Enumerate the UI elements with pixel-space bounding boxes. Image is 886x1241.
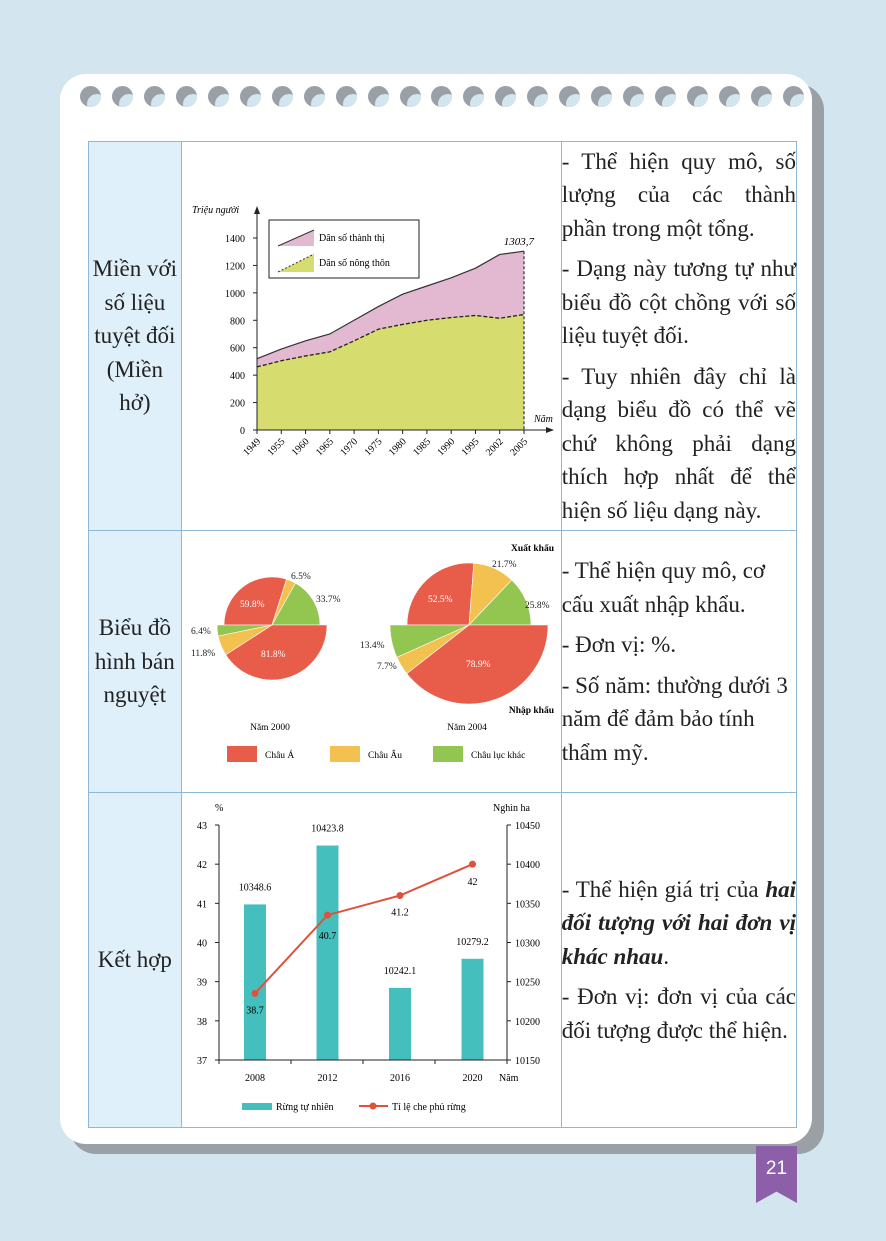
spiral-binding bbox=[80, 86, 804, 108]
pie-title: Năm 2000 bbox=[249, 723, 290, 733]
y-tick-label: 600 bbox=[229, 343, 245, 355]
left-tick-label: 37 bbox=[196, 1056, 207, 1067]
legend-bar-swatch bbox=[242, 1103, 272, 1110]
desc-line: - Thể hiện quy mô, số lượng của các thành phần trong một tổng. bbox=[561, 148, 796, 241]
binding-ring bbox=[144, 86, 165, 107]
row-description bbox=[561, 142, 796, 531]
x-tick-label: 1995 bbox=[459, 436, 482, 459]
bar-label: 10279.2 bbox=[455, 936, 489, 948]
row-description bbox=[561, 793, 796, 1128]
page-number: 21 bbox=[765, 1158, 788, 1179]
table-row bbox=[89, 142, 797, 531]
pie-label: 78.9% bbox=[465, 660, 491, 670]
legend-line-marker bbox=[369, 1103, 376, 1110]
x-tick-label: 1949 bbox=[240, 436, 263, 459]
rural-area bbox=[257, 315, 524, 430]
left-tick-label: 43 bbox=[196, 821, 207, 832]
pie-label: 6.5% bbox=[290, 572, 311, 582]
y-tick-label: 1000 bbox=[224, 288, 245, 300]
right-tick-label: 10200 bbox=[514, 1016, 540, 1028]
right-tick-label: 10350 bbox=[514, 899, 540, 911]
table-row bbox=[89, 531, 797, 793]
pie-label: 11.8% bbox=[190, 649, 215, 659]
binding-ring bbox=[112, 86, 133, 107]
pie-title: Năm 2004 bbox=[446, 723, 487, 733]
desc-line: - Tuy nhiên đây chỉ là dạng biểu đồ có thể vẽ chứ không phải dạng thích hợp nhất để thể hiện số liệu dạng này. bbox=[561, 363, 796, 523]
export-2004-slice bbox=[407, 563, 474, 625]
pie-label: 13.4% bbox=[359, 641, 385, 651]
left-unit: % bbox=[214, 803, 224, 814]
export-label: Xuất khẩu bbox=[510, 544, 554, 554]
right-tick-label: 10450 bbox=[514, 821, 540, 832]
pie-label: 7.7% bbox=[376, 662, 397, 672]
binding-ring bbox=[240, 86, 261, 107]
bar-label: 10423.8 bbox=[310, 823, 344, 835]
bar-label: 10242.1 bbox=[383, 965, 416, 977]
y-tick-label: 1200 bbox=[224, 261, 245, 273]
left-tick-label: 38 bbox=[196, 1016, 207, 1028]
pie-label: 25.8% bbox=[524, 601, 550, 611]
binding-ring bbox=[272, 86, 293, 107]
binding-ring bbox=[208, 86, 229, 107]
y-tick-label: 400 bbox=[229, 371, 245, 383]
binding-ring bbox=[623, 86, 644, 107]
desc-line: - Thể hiện quy mô, cơ cấu xuất nhập khẩu. bbox=[561, 558, 766, 617]
x-tick-label: 1990 bbox=[435, 436, 458, 459]
legend-bar-label: Rừng tự nhiên bbox=[275, 1102, 334, 1113]
x-axis-label: Năm bbox=[498, 1073, 519, 1084]
row-label: Miền với số liệu tuyệt đối (Miền hở) bbox=[89, 142, 182, 531]
y-axis-arrow bbox=[254, 206, 260, 214]
bar bbox=[244, 904, 266, 1060]
total-annotation: 1303,7 bbox=[503, 236, 534, 249]
left-tick-label: 40 bbox=[196, 938, 207, 950]
x-tick-label: 1965 bbox=[313, 436, 336, 459]
legend-label: Châu Á bbox=[264, 751, 294, 761]
x-tick-label: 2002 bbox=[483, 436, 506, 459]
legend-swatch bbox=[330, 746, 360, 762]
pie-label: 81.8% bbox=[260, 650, 286, 660]
import-label: Nhập khẩu bbox=[508, 706, 554, 716]
x-tick-label: 1980 bbox=[386, 436, 409, 459]
binding-ring bbox=[431, 86, 452, 107]
bar bbox=[389, 988, 411, 1060]
bar bbox=[461, 959, 483, 1060]
pie-label: 33.7% bbox=[315, 595, 341, 605]
legend-urban-label: Dân số thành thị bbox=[318, 233, 385, 244]
desc-line: - Đơn vị: đơn vị của các đối tượng được thể hiện. bbox=[561, 984, 796, 1043]
bar-label: 10348.6 bbox=[238, 882, 271, 894]
left-tick-label: 39 bbox=[196, 977, 207, 989]
x-tick-label: 2020 bbox=[462, 1073, 483, 1084]
coverage-point bbox=[251, 990, 258, 997]
right-tick-label: 10400 bbox=[514, 860, 540, 872]
pie-label: 6.4% bbox=[190, 627, 211, 637]
y-axis-label: Triệu người bbox=[191, 205, 239, 216]
right-tick-label: 10300 bbox=[514, 938, 540, 950]
y-tick-label: 200 bbox=[229, 398, 245, 410]
x-tick-label: 2012 bbox=[317, 1073, 338, 1084]
binding-ring bbox=[559, 86, 580, 107]
pie-label: 52.5% bbox=[427, 595, 453, 605]
coverage-label: 38.7 bbox=[245, 1005, 264, 1017]
row-description bbox=[561, 531, 796, 793]
chart-types-table bbox=[88, 141, 797, 1128]
pie-label: 21.7% bbox=[491, 560, 517, 570]
combo-chart bbox=[182, 793, 561, 1122]
binding-ring bbox=[495, 86, 516, 107]
binding-ring bbox=[176, 86, 197, 107]
left-tick-label: 42 bbox=[196, 860, 207, 872]
x-tick-label: 2008 bbox=[244, 1073, 265, 1084]
binding-ring bbox=[463, 86, 484, 107]
binding-ring bbox=[336, 86, 357, 107]
y-tick-label: 1400 bbox=[224, 234, 245, 245]
row-label: Kết hợp bbox=[89, 793, 182, 1128]
binding-ring bbox=[304, 86, 325, 107]
legend-line-label: Tỉ lệ che phủ rừng bbox=[391, 1102, 466, 1113]
x-tick-label: 2016 bbox=[389, 1073, 410, 1084]
coverage-label: 41.2 bbox=[390, 907, 409, 919]
legend-swatch bbox=[433, 746, 463, 762]
coverage-label: 42 bbox=[467, 877, 478, 889]
left-tick-label: 41 bbox=[196, 899, 207, 911]
combo-chart-cell bbox=[181, 793, 561, 1128]
binding-ring bbox=[368, 86, 389, 107]
y-tick-label: 0 bbox=[239, 426, 245, 437]
x-tick-label: 1970 bbox=[337, 436, 360, 459]
binding-ring bbox=[400, 86, 421, 107]
binding-ring bbox=[783, 86, 804, 107]
x-tick-label: 1975 bbox=[362, 436, 385, 459]
right-tick-label: 10150 bbox=[514, 1056, 540, 1067]
binding-ring bbox=[80, 86, 101, 107]
coverage-point bbox=[469, 861, 476, 868]
legend-label: Châu Âu bbox=[367, 751, 402, 761]
binding-ring bbox=[751, 86, 772, 107]
coverage-point bbox=[396, 892, 403, 899]
bar bbox=[316, 846, 338, 1060]
desc-line: - Đơn vị: %. bbox=[561, 632, 677, 657]
binding-ring bbox=[655, 86, 676, 107]
desc-line: - Số năm: thường dưới 3 năm để đảm bảo tính thẩm mỹ. bbox=[561, 672, 788, 765]
desc-line: - Dạng này tương tự như biểu đồ cột chồng với số liệu tuyệt đối. bbox=[561, 256, 796, 349]
binding-ring bbox=[719, 86, 740, 107]
coverage-line bbox=[255, 864, 473, 993]
binding-ring bbox=[591, 86, 612, 107]
semicircle-chart bbox=[182, 531, 561, 787]
coverage-label: 40.7 bbox=[318, 931, 336, 943]
row-label: Biểu đồ hình bán nguyệt bbox=[89, 531, 182, 793]
desc-text: - Thể hiện giá trị của bbox=[561, 876, 766, 902]
x-axis-label: Năm bbox=[533, 414, 553, 425]
x-tick-label: 1985 bbox=[410, 436, 433, 459]
x-tick-label: 2005 bbox=[507, 436, 530, 459]
coverage-point bbox=[324, 912, 331, 919]
pie-label: 59.8% bbox=[239, 600, 265, 610]
area-chart bbox=[182, 142, 561, 525]
y-tick-label: 800 bbox=[229, 316, 245, 328]
semicircle-chart-cell bbox=[181, 531, 561, 793]
x-tick-label: 1955 bbox=[265, 436, 288, 459]
x-tick-label: 1960 bbox=[289, 436, 312, 459]
right-tick-label: 10250 bbox=[514, 977, 540, 989]
table-row bbox=[89, 793, 797, 1128]
x-axis-arrow bbox=[546, 427, 554, 433]
desc-emphasis: hai đối tượng với hai đơn vị khác nhau bbox=[561, 876, 796, 969]
desc-line bbox=[562, 873, 796, 974]
desc-text: . bbox=[663, 943, 670, 969]
binding-ring bbox=[527, 86, 548, 107]
area-chart-cell bbox=[181, 142, 561, 531]
legend-label: Châu lục khác bbox=[470, 751, 526, 761]
right-unit: Nghìn ha bbox=[492, 803, 530, 814]
legend-swatch bbox=[227, 746, 257, 762]
legend-rural-label: Dân số nông thôn bbox=[318, 258, 390, 269]
binding-ring bbox=[687, 86, 708, 107]
